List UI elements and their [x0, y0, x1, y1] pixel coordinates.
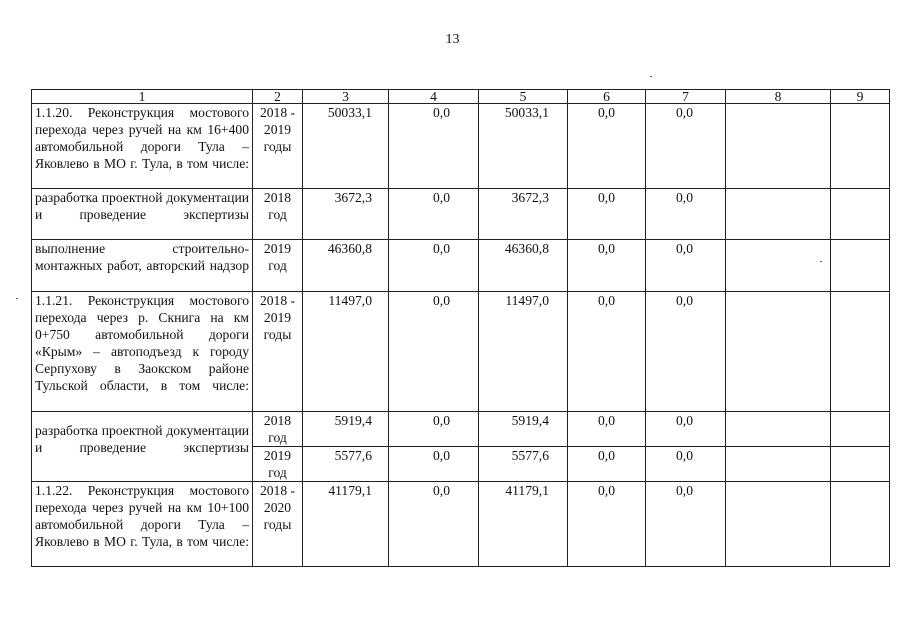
row-description: разработка проектной документации и проведение экспертизы: [32, 412, 253, 482]
scan-speck: [16, 298, 18, 299]
row-value-col7: 0,0: [646, 412, 726, 447]
row-period: 2018 - 2019 годы: [253, 292, 303, 412]
row-value-col9: [831, 189, 890, 240]
row-value-col5: 5919,4: [479, 412, 568, 447]
row-value-col3: 11497,0: [303, 292, 389, 412]
row-value-col5: 5577,6: [479, 447, 568, 482]
header-cell: 7: [646, 90, 726, 104]
row-period: 2018 - 2020 годы: [253, 482, 303, 567]
table-row: [32, 189, 890, 240]
table-row: [32, 104, 890, 189]
header-cell: 5: [479, 90, 568, 104]
header-cell: 1: [32, 90, 253, 104]
row-value-col7: 0,0: [646, 447, 726, 482]
row-value-col3: 3672,3: [303, 189, 389, 240]
row-value-col4: 0,0: [389, 412, 479, 447]
row-period: 2018 - 2019 годы: [253, 104, 303, 189]
row-value-col9: [831, 240, 890, 292]
row-value-col3: 50033,1: [303, 104, 389, 189]
header-cell: 3: [303, 90, 389, 104]
header-cell: 9: [831, 90, 890, 104]
row-value-col8: [726, 292, 831, 412]
row-value-col7: 0,0: [646, 189, 726, 240]
row-period: 2018 год: [253, 189, 303, 240]
row-value-col4: 0,0: [389, 292, 479, 412]
page-number: 13: [445, 32, 460, 47]
row-value-col6: 0,0: [568, 104, 646, 189]
row-value-col9: [831, 292, 890, 412]
row-value-col7: 0,0: [646, 482, 726, 567]
row-value-col8: [726, 189, 831, 240]
row-description: выполнение строительно-монтажных работ, авторский надзор: [32, 240, 253, 292]
row-value-col9: [831, 447, 890, 482]
row-value-col4: 0,0: [389, 189, 479, 240]
row-value-col4: 0,0: [389, 240, 479, 292]
row-value-col9: [831, 412, 890, 447]
scan-speck: [650, 76, 652, 77]
table-row: [32, 240, 890, 292]
header-row: [32, 90, 890, 104]
row-value-col5: 41179,1: [479, 482, 568, 567]
row-value-col8: [726, 412, 831, 447]
table-row: [32, 482, 890, 567]
row-value-col5: 50033,1: [479, 104, 568, 189]
row-value-col5: 3672,3: [479, 189, 568, 240]
row-value-col3: 5919,4: [303, 412, 389, 447]
row-value-col9: [831, 104, 890, 189]
row-value-col7: 0,0: [646, 104, 726, 189]
budget-table: [31, 89, 890, 567]
row-value-col6: 0,0: [568, 447, 646, 482]
header-cell: 2: [253, 90, 303, 104]
row-description: разработка проектной документации и проведение экспертизы: [32, 189, 253, 240]
table-row: [32, 412, 890, 447]
row-description: 1.1.21. Реконструкция мостового перехода через р. Скнига на км 0+750 автомобильной дороги «Крым» – автоподъезд к городу Серпухову в Заокском районе Тульской области, в том числе:: [32, 292, 253, 412]
row-value-col4: 0,0: [389, 104, 479, 189]
table-row: [32, 292, 890, 412]
row-value-col6: 0,0: [568, 292, 646, 412]
row-value-col8: [726, 104, 831, 189]
row-value-col5: 11497,0: [479, 292, 568, 412]
row-description: 1.1.20. Реконструкция мостового перехода через ручей на км 16+400 автомобильной дороги Тула – Яковлево в МО г. Тула, в том числе:: [32, 104, 253, 189]
row-value-col7: 0,0: [646, 292, 726, 412]
row-value-col6: 0,0: [568, 412, 646, 447]
row-value-col6: 0,0: [568, 482, 646, 567]
row-value-col7: 0,0: [646, 240, 726, 292]
header-cell: 8: [726, 90, 831, 104]
scan-speck: [820, 261, 822, 262]
row-value-col8: [726, 482, 831, 567]
row-value-col3: 46360,8: [303, 240, 389, 292]
header-cell: 4: [389, 90, 479, 104]
row-period: 2018 год: [253, 412, 303, 447]
row-value-col4: 0,0: [389, 482, 479, 567]
row-value-col8: [726, 447, 831, 482]
row-value-col9: [831, 482, 890, 567]
row-value-col8: [726, 240, 831, 292]
row-value-col6: 0,0: [568, 189, 646, 240]
header-cell: 6: [568, 90, 646, 104]
row-period: 2019 год: [253, 240, 303, 292]
row-description: 1.1.22. Реконструкция мостового перехода через ручей на км 10+100 автомобильной дороги Тула – Яковлево в МО г. Тула, в том числе:: [32, 482, 253, 567]
row-value-col6: 0,0: [568, 240, 646, 292]
row-value-col3: 41179,1: [303, 482, 389, 567]
row-value-col5: 46360,8: [479, 240, 568, 292]
row-period: 2019 год: [253, 447, 303, 482]
row-value-col3: 5577,6: [303, 447, 389, 482]
row-value-col4: 0,0: [389, 447, 479, 482]
